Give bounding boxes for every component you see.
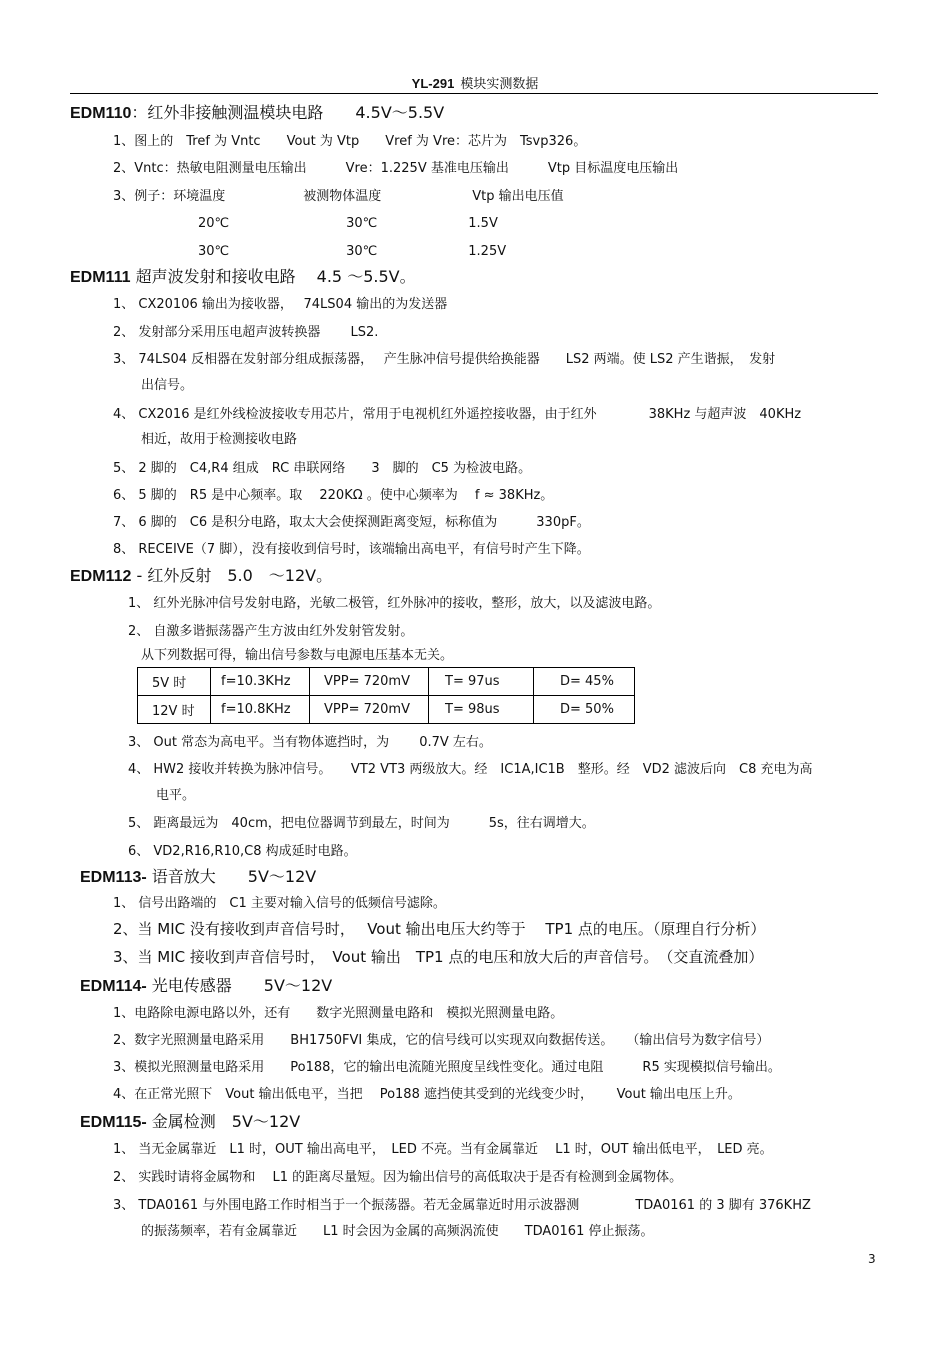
- line-text: 7、 6 脚的 C6 是积分电路，取太大会使探测距离变短，标称值为 330pF。: [113, 515, 590, 530]
- table-cell: f=10.8KHz: [211, 696, 310, 724]
- text-line: [128, 620, 413, 639]
- text-line: [141, 1220, 653, 1239]
- line-text: ：红外非接触测温模块电路 4.5V～5.5V: [131, 103, 445, 122]
- text-line: [113, 321, 378, 340]
- section-heading: [80, 973, 332, 996]
- table-cell: D= 45%: [534, 668, 635, 696]
- line-text: 从下列数据可得，输出信号参数与电源电压基本无关。: [141, 648, 454, 663]
- line-text: 5、 2 脚的 C4,R4 组成 RC 串联网络 3 脚的 C5 为检波电路。: [113, 461, 532, 476]
- text-line: [113, 892, 446, 911]
- table-cell: 12V 时: [138, 696, 211, 724]
- text-line: [113, 484, 553, 503]
- header-rule: [70, 93, 878, 94]
- line-text: 20℃ 30℃ 1.5V: [198, 216, 498, 231]
- module-code: EDM115-: [80, 1114, 147, 1131]
- line-text: 2、 实践时请将金属物和 L1 的距离尽量短。因为输出信号的高低取决于是否有检测到金属物体。: [113, 1170, 683, 1185]
- line-text: 6、 VD2,R16,R10,C8 构成延时电路。: [128, 844, 357, 859]
- line-text: 3、 TDA0161 与外围电路工作时相当于一个振荡器。若无金属靠近时用示波器测 TDA0161 的 3 脚有 376KHZ: [113, 1198, 811, 1213]
- line-text: 2、Vntc：热敏电阻测量电压输出 Vre：1.225V 基准电压输出 Vtp 目标温度电压输出: [113, 161, 679, 176]
- module-code: EDM113-: [80, 869, 147, 886]
- text-line: [198, 240, 506, 259]
- text-line: [128, 731, 492, 750]
- text-line: [113, 185, 564, 204]
- text-line: [113, 538, 590, 557]
- line-text: 光电传感器 5V～12V: [146, 976, 333, 995]
- module-code: EDM111: [70, 269, 131, 286]
- table-cell: f=10.3KHz: [211, 668, 310, 696]
- line-text: 3、模拟光照测量电路采用 Po188，它的输出电流随光照度呈线性变化。通过电阻 R5 实现模拟信号输出。: [113, 1060, 781, 1075]
- text-line: [113, 457, 531, 476]
- text-line: [113, 130, 586, 149]
- module-code: EDM114-: [80, 978, 147, 995]
- text-line: [113, 293, 447, 312]
- table-cell: T= 98us: [429, 696, 534, 724]
- line-text: 6、 5 脚的 R5 是中心频率。取 220KΩ 。使中心频率为 f ≈ 38KHz。: [113, 488, 554, 503]
- table-cell: VPP= 720mV: [310, 696, 429, 724]
- text-line: [128, 812, 595, 831]
- header-code: YL-291: [411, 76, 455, 91]
- section-heading: [70, 563, 332, 586]
- text-line: [113, 1029, 769, 1048]
- line-text: - 红外反射 5.0 ～12V。: [131, 566, 333, 585]
- text-line: [128, 840, 357, 859]
- section-heading: [80, 1109, 300, 1132]
- table-cell: VPP= 720mV: [310, 668, 429, 696]
- text-line: [113, 1083, 741, 1102]
- line-text: 1、电路除电源电路以外，还有 数字光照测量电路和 模拟光照测量电路。: [113, 1006, 564, 1021]
- text-line: [113, 348, 775, 367]
- text-line: [113, 918, 765, 939]
- line-text: 金属检测 5V～12V: [146, 1112, 301, 1131]
- line-text: 2、 自激多谐振荡器产生方波由红外发射管发射。: [128, 624, 414, 639]
- text-line: [156, 784, 195, 803]
- section-heading: [80, 864, 316, 887]
- line-text: 2、 发射部分采用压电超声波转换器 LS2.: [113, 325, 379, 340]
- text-line: [113, 403, 801, 422]
- text-line: [141, 644, 453, 663]
- table-cell: 5V 时: [138, 668, 211, 696]
- text-line: [198, 212, 498, 231]
- module-code: EDM112: [70, 568, 132, 585]
- text-line: [113, 157, 678, 176]
- page-number: 3: [868, 1252, 876, 1266]
- page-header: [0, 73, 950, 92]
- line-text: 5、 距离最远为 40cm，把电位器调节到最左，时间为 5s，往右调增大。: [128, 816, 595, 831]
- line-text: 4、 CX2016 是红外线检波接收专用芯片，常用于电视机红外遥控接收器，由于红外 38KHz 与超声波 40KHz: [113, 407, 802, 422]
- line-text: 1、 红外光脉冲信号发射电路，光敏二极管，红外脉冲的接收，整形，放大，以及滤波电路。: [128, 596, 661, 611]
- line-text: 4、 HW2 接收并转换为脉冲信号。 VT2 VT3 两级放大。经 IC1A,IC1B 整形。经 VD2 滤波后向 C8 充电为高: [128, 762, 813, 777]
- line-text: 2、当 MIC 没有接收到声音信号时， Vout 输出电压大约等于 TP1 点的电压。（原理自行分析）: [113, 920, 766, 938]
- line-text: 1、图上的 Tref 为 Vntc Vout 为 Vtp Vref 为 Vre：芯片为 Tsvp326。: [113, 134, 587, 149]
- line-text: 的振荡频率，若有金属靠近 L1 时会因为金属的高频涡流使 TDA0161 停止振荡。: [141, 1224, 654, 1239]
- table-row: [138, 696, 635, 724]
- text-line: [113, 1056, 781, 1075]
- table-cell: D= 50%: [534, 696, 635, 724]
- line-text: 出信号。: [141, 378, 194, 393]
- text-line: [113, 1194, 811, 1213]
- text-line: [128, 592, 660, 611]
- module-code: EDM110: [70, 105, 132, 122]
- line-text: 超声波发射和接收电路 4.5 ～5.5V。: [130, 267, 416, 286]
- line-text: 1、 信号出路端的 C1 主要对输入信号的低频信号滤除。: [113, 896, 446, 911]
- line-text: 3、例子：环境温度 被测物体温度 Vtp 输出电压值: [113, 189, 564, 204]
- section-heading: [70, 264, 416, 287]
- text-line: [113, 1002, 563, 1021]
- text-line: [113, 946, 763, 967]
- text-line: [113, 1166, 682, 1185]
- line-text: 1、 当无金属靠近 L1 时，OUT 输出高电平， LED 不亮。当有金属靠近 L1 时，OUT 输出低电平， LED 亮。: [113, 1142, 773, 1157]
- line-text: 4、在正常光照下 Vout 输出低电平，当把 Po188 遮挡使其受到的光线变少时， Vout 输出电压上升。: [113, 1087, 741, 1102]
- line-text: 语音放大 5V～12V: [146, 867, 317, 886]
- section-heading: [70, 100, 444, 123]
- text-line: [141, 374, 193, 393]
- measurement-table: [137, 667, 635, 724]
- text-line: [141, 428, 297, 447]
- line-text: 1、 CX20106 输出为接收器， 74LS04 输出的为发送器: [113, 297, 448, 312]
- table-row: [138, 668, 635, 696]
- line-text: 相近，故用于检测接收电路: [141, 432, 298, 447]
- line-text: 8、 RECEIVE（7 脚），没有接收到信号时，该端输出高电平，有信号时产生下降。: [113, 542, 590, 557]
- text-line: [128, 758, 813, 777]
- text-line: [113, 511, 590, 530]
- header-title: 模块实测数据: [460, 77, 539, 92]
- text-line: [113, 1138, 773, 1157]
- line-text: 2、数字光照测量电路采用 BH1750FVI 集成，它的信号线可以实现双向数据传送。 （输出信号为数字信号）: [113, 1033, 770, 1048]
- line-text: 30℃ 30℃ 1.25V: [198, 244, 507, 259]
- line-text: 电平。: [156, 788, 196, 803]
- line-text: 3、 Out 常态为高电平。当有物体遮挡时，为 0.7V 左右。: [128, 735, 492, 750]
- table-cell: T= 97us: [429, 668, 534, 696]
- line-text: 3、当 MIC 接收到声音信号时， Vout 输出 TP1 点的电压和放大后的声音信号。 （交直流叠加）: [113, 948, 764, 966]
- line-text: 3、 74LS04 反相器在发射部分组成振荡器， 产生脉冲信号提供给换能器 LS2 两端。使 LS2 产生谐振， 发射: [113, 352, 776, 367]
